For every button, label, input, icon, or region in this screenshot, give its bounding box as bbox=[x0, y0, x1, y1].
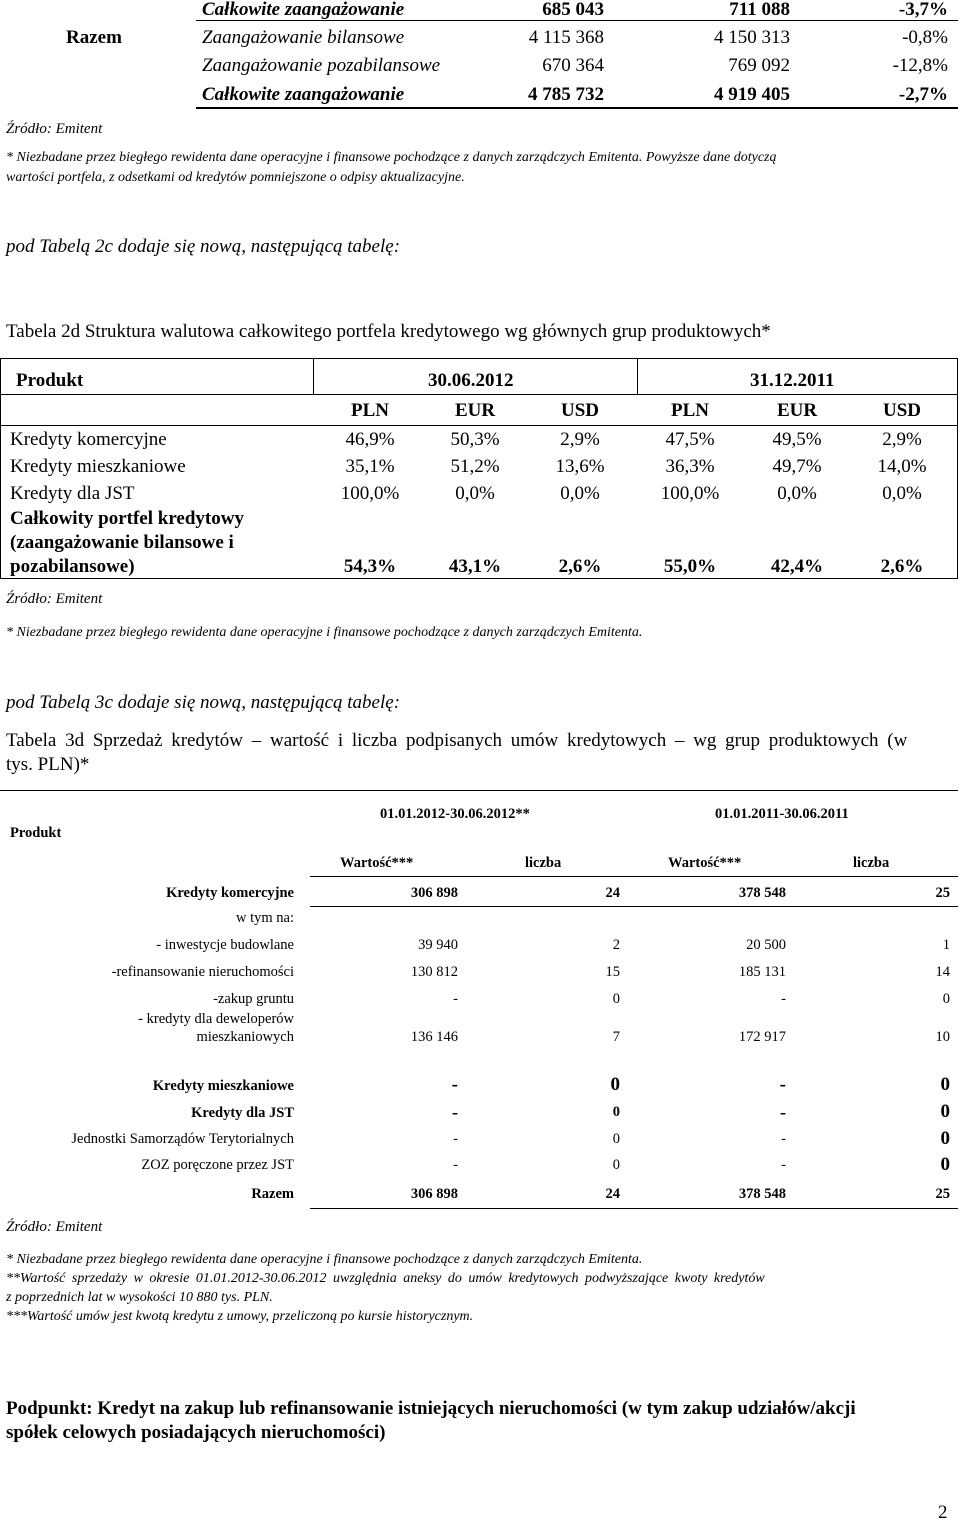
sub-header: Wartość*** bbox=[668, 855, 742, 871]
row-value: -2,7% bbox=[898, 84, 948, 105]
table-cell: - bbox=[453, 991, 458, 1007]
instruction-text: pod Tabelą 2c dodaje się nową, następującą tabelę: bbox=[6, 236, 401, 257]
currency-header: PLN bbox=[351, 400, 389, 421]
table-row-label: Kredyty mieszkaniowe bbox=[10, 456, 186, 477]
table-cell: 10 bbox=[935, 1029, 950, 1045]
row-value: 685 043 bbox=[542, 0, 604, 20]
column-header-period: 01.01.2012-30.06.2012** bbox=[380, 806, 530, 822]
column-header-period: 01.01.2011-30.06.2011 bbox=[715, 806, 849, 822]
row-value: 4 919 405 bbox=[714, 84, 790, 105]
footnote: wartości portfela, z odsetkami od kredytów pomniejszone o odpisy aktualizacyjne. bbox=[6, 170, 465, 185]
table-cell: 24 bbox=[605, 885, 620, 901]
table-cell: 20 500 bbox=[746, 937, 786, 953]
table-cell: 0 bbox=[942, 991, 950, 1007]
table-cell: 42,4% bbox=[770, 556, 824, 577]
table-cell: - bbox=[779, 1074, 786, 1095]
table-row-label: -refinansowanie nieruchomości bbox=[111, 964, 294, 980]
row-label: Zaangażowanie pozabilansowe bbox=[202, 55, 441, 76]
table-cell: 25 bbox=[935, 885, 950, 901]
table-cell: 46,9% bbox=[345, 429, 395, 450]
table-cell: 14 bbox=[935, 964, 950, 980]
currency-header: USD bbox=[882, 400, 921, 421]
row-label: Zaangażowanie bilansowe bbox=[202, 27, 405, 48]
table-cell: - bbox=[453, 1131, 458, 1147]
table-border bbox=[313, 358, 314, 395]
table-cell: 0,0% bbox=[455, 483, 495, 504]
table-cell: 25 bbox=[935, 1186, 950, 1202]
table-cell: - bbox=[780, 1102, 786, 1122]
instruction-text: pod Tabelą 3c dodaje się nową, następującą tabelę: bbox=[6, 692, 401, 713]
table-row-label: -zakup gruntu bbox=[213, 991, 294, 1007]
row-divider bbox=[196, 107, 958, 109]
row-value: -0,8% bbox=[902, 27, 948, 48]
table-cell: 14,0% bbox=[877, 456, 927, 477]
table-cell: - bbox=[452, 1102, 458, 1122]
table-cell: 2,6% bbox=[880, 556, 924, 577]
table-cell: - bbox=[781, 991, 786, 1007]
table-cell: 13,6% bbox=[555, 456, 605, 477]
table-cell: - bbox=[451, 1074, 458, 1095]
table-row-label: mieszkaniowych bbox=[196, 1029, 294, 1045]
footnote: ***Wartość umów jest kwotą kredytu z umowy, przeliczoną po kursie historycznym. bbox=[6, 1309, 474, 1324]
table-cell: - bbox=[781, 1157, 786, 1173]
column-header-date: 30.06.2012 bbox=[428, 370, 514, 391]
subpoint-heading: Podpunkt: Kredyt na zakup lub refinansowanie istniejących nieruchomości (w tym zakup udziałów/akcji bbox=[6, 1398, 856, 1419]
table-cell: 0 bbox=[612, 1157, 620, 1173]
row-value: 769 092 bbox=[728, 55, 790, 76]
table-cell: 100,0% bbox=[660, 483, 720, 504]
table-border bbox=[0, 358, 958, 359]
row-value: 670 364 bbox=[542, 55, 604, 76]
table-cell: 39 940 bbox=[418, 937, 458, 953]
table-border bbox=[0, 790, 958, 791]
table-2d-title: Tabela 2d Struktura walutowa całkowitego portfela kredytowego wg głównych grup produktowych* bbox=[6, 321, 771, 342]
row-divider bbox=[196, 20, 958, 21]
row-value: 4 150 313 bbox=[714, 27, 790, 48]
table-row-label: w tym na: bbox=[236, 910, 294, 926]
row-value: 4 785 732 bbox=[528, 84, 604, 105]
row-value: -12,8% bbox=[892, 55, 948, 76]
table-cell: 43,1% bbox=[448, 556, 502, 577]
table-cell: 7 bbox=[612, 1029, 620, 1045]
table-cell: 378 548 bbox=[738, 885, 786, 901]
row-value: 4 115 368 bbox=[528, 27, 604, 48]
row-value: 711 088 bbox=[729, 0, 790, 20]
table-cell: 130 812 bbox=[410, 964, 458, 980]
table-cell: 378 548 bbox=[738, 1186, 786, 1202]
currency-header: PLN bbox=[671, 400, 709, 421]
table-cell: 0,0% bbox=[777, 483, 817, 504]
footnote: **Wartość sprzedaży w okresie 01.01.2012-30.06.2012 uwzględnia aneksy do umów kredytowych podwyższające kwoty kredytów bbox=[6, 1271, 765, 1286]
table-border bbox=[310, 876, 958, 877]
table-row-label: Jednostki Samorządów Terytorialnych bbox=[71, 1131, 294, 1147]
table-border bbox=[310, 906, 958, 907]
table-border bbox=[0, 394, 958, 395]
currency-header: EUR bbox=[776, 400, 818, 421]
subpoint-heading: spółek celowych posiadających nieruchomości) bbox=[6, 1422, 386, 1443]
table-row-label: Kredyty dla JST bbox=[191, 1105, 294, 1121]
source-label: Źródło: Emitent bbox=[6, 1219, 103, 1235]
row-value: -3,7% bbox=[898, 0, 948, 20]
table-row-label: - kredyty dla deweloperów bbox=[138, 1011, 294, 1027]
table-cell: 2,6% bbox=[558, 556, 602, 577]
table-cell: 15 bbox=[605, 964, 620, 980]
table-cell: 306 898 bbox=[410, 885, 458, 901]
table-row-label: Kredyty mieszkaniowe bbox=[152, 1078, 294, 1094]
table-cell: 0,0% bbox=[882, 483, 922, 504]
table-row-label: Kredyty komercyjne bbox=[166, 885, 294, 901]
table-row-label: Kredyty dla JST bbox=[10, 483, 135, 504]
group-label-razem: Razem bbox=[66, 27, 122, 48]
table-cell: 172 917 bbox=[738, 1029, 786, 1045]
table-cell: 306 898 bbox=[410, 1186, 458, 1202]
table-cell: 2,9% bbox=[560, 429, 600, 450]
table-border bbox=[0, 578, 958, 579]
table-cell: 1 bbox=[942, 937, 950, 953]
table-cell: 0,0% bbox=[560, 483, 600, 504]
sub-header: liczba bbox=[525, 855, 562, 871]
table-border bbox=[0, 358, 1, 578]
table-cell: 49,7% bbox=[772, 456, 822, 477]
table-border bbox=[310, 1208, 958, 1209]
column-header-date: 31.12.2011 bbox=[750, 370, 835, 391]
table-row-label: (zaangażowanie bilansowe i bbox=[10, 532, 234, 553]
footnote: * Niezbadane przez biegłego rewidenta dane operacyjne i finansowe pochodzące z danych zarządczych Emitenta. bbox=[6, 1252, 643, 1267]
table-row-label: - inwestycje budowlane bbox=[156, 937, 294, 953]
table-cell: - bbox=[453, 1157, 458, 1173]
table-cell: 100,0% bbox=[340, 483, 400, 504]
table-row-label: pozabilansowe) bbox=[10, 556, 135, 577]
table-cell: 55,0% bbox=[663, 556, 717, 577]
table-cell: 0 bbox=[612, 1104, 620, 1120]
table-cell: 2,9% bbox=[882, 429, 922, 450]
footnote: * Niezbadane przez biegłego rewidenta dane operacyjne i finansowe pochodzące z danych zarządczych Emitenta. bbox=[6, 625, 643, 640]
table-cell: 136 146 bbox=[410, 1029, 458, 1045]
table-row-label: ZOZ poręczone przez JST bbox=[141, 1157, 294, 1173]
table-cell: 51,2% bbox=[450, 456, 500, 477]
table-row-label: Razem bbox=[251, 1186, 294, 1202]
table-cell: 49,5% bbox=[772, 429, 822, 450]
table-border bbox=[637, 358, 638, 395]
source-label: Źródło: Emitent bbox=[6, 121, 103, 137]
table-cell: 0 bbox=[612, 991, 620, 1007]
footnote: * Niezbadane przez biegłego rewidenta dane operacyjne i finansowe pochodzące z danych zarządczych Emitenta. Powyższe dane dotyczą bbox=[6, 150, 777, 165]
table-3d-title: Tabela 3d Sprzedaż kredytów – wartość i liczba podpisanych umów kredytowych – wg grup produktowych (w bbox=[6, 730, 908, 751]
table-cell: 47,5% bbox=[665, 429, 715, 450]
table-border bbox=[957, 358, 958, 578]
table-cell: 0 bbox=[940, 1154, 950, 1175]
table-row-label: Całkowity portfel kredytowy bbox=[10, 508, 244, 529]
source-label: Źródło: Emitent bbox=[6, 591, 103, 607]
table-cell: 0 bbox=[610, 1074, 620, 1095]
table-cell: 24 bbox=[605, 1186, 620, 1202]
table-border bbox=[0, 425, 958, 426]
sub-header: liczba bbox=[853, 855, 890, 871]
row-label: Całkowite zaangażowanie bbox=[202, 0, 405, 20]
table-cell: 35,1% bbox=[345, 456, 395, 477]
table-cell: 0 bbox=[940, 1101, 950, 1122]
row-label: Całkowite zaangażowanie bbox=[202, 84, 405, 105]
table-cell: 0 bbox=[940, 1128, 950, 1149]
table-cell: 0 bbox=[940, 1074, 950, 1095]
table-cell: 2 bbox=[612, 937, 620, 953]
currency-header: USD bbox=[560, 400, 599, 421]
table-cell: 185 131 bbox=[738, 964, 786, 980]
table-cell: 50,3% bbox=[450, 429, 500, 450]
column-header-product: Produkt bbox=[10, 825, 62, 841]
table-cell: - bbox=[781, 1131, 786, 1147]
currency-header: EUR bbox=[454, 400, 496, 421]
footnote: z poprzednich lat w wysokości 10 880 tys. PLN. bbox=[6, 1290, 273, 1305]
sub-header: Wartość*** bbox=[340, 855, 414, 871]
table-cell: 54,3% bbox=[343, 556, 397, 577]
column-header-product: Produkt bbox=[16, 370, 84, 391]
table-cell: 36,3% bbox=[665, 456, 715, 477]
table-cell: 0 bbox=[612, 1131, 620, 1147]
page-number: 2 bbox=[938, 1502, 948, 1523]
table-3d-title: tys. PLN)* bbox=[6, 754, 90, 775]
table-row-label: Kredyty komercyjne bbox=[10, 429, 167, 450]
